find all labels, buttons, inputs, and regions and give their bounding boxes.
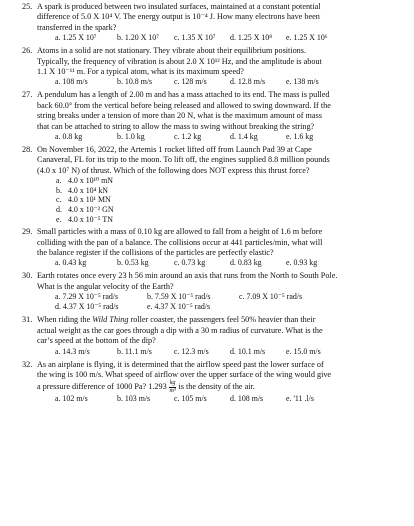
answer-choices <box>22 132 398 142</box>
choice-a[interactable]: a. 7.29 X 10⁻⁵ rad/s <box>55 292 119 302</box>
answer-choices <box>22 176 398 224</box>
question-30 <box>22 271 398 312</box>
choice-d[interactable]: d. 4.0 x 10⁻² GN <box>56 205 114 215</box>
choice-b[interactable]: b. 7.59 X 10⁻⁵ rad/s <box>147 292 211 302</box>
choice-b[interactable]: b. 10.8 m/s <box>117 77 153 87</box>
question-number: 32. <box>22 359 33 369</box>
ride-name: Wild Thing <box>92 315 129 325</box>
choice-a[interactable]: a. 108 m/s <box>55 77 88 87</box>
question-number: 26. <box>22 46 33 56</box>
question-text: On November 16, 2022, the Artemis 1 rocket lifted off from Launch Pad 39 at Cape Canaveral, FL for its trip to the moon. To lift off, the engines supplied 8.8 million pounds (4.0 x 10⁷ N) of thrust. Which of the following does NOT express this thrust force? <box>37 145 330 175</box>
question-number: 31. <box>22 315 33 325</box>
question-27 <box>22 90 398 142</box>
answer-choices <box>22 77 398 87</box>
choice-e[interactable]: e. 4.37 X 10⁻⁵ rad/s <box>147 302 211 312</box>
question-number: 27. <box>22 90 33 100</box>
question-number: 28. <box>22 145 33 155</box>
question-32 <box>22 360 398 405</box>
choice-c[interactable]: c. 1.2 kg <box>174 132 202 142</box>
question-text: As an airplane is flying, it is determined that the airflow speed past the lower surface of the wing is 100 m/s. What speed of airflow over the upper surface of the wing would give a pressure difference of 1000 Pa? 1.293 $\frac{kg}{\text{m³}}$ is the density of the air. <box>37 359 332 394</box>
choice-b[interactable]: b. 1.0 kg <box>117 132 145 142</box>
question-text: A pendulum has a length of 2.00 m and has a mass attached to its end. The mass is pulled back 60.0° from the vertical before being released and allowed to swing downward. If the string breaks under a tension of more than 20 N, what is the maximum amount of mass that can be attached to string to allow the mass to swing without breaking the string? <box>37 90 331 131</box>
choice-e[interactable]: e. '11 .l/s <box>286 394 314 404</box>
choice-e[interactable]: e. 138 m/s <box>286 77 319 87</box>
question-number: 30. <box>22 271 33 281</box>
choice-a[interactable]: a. 0.8 kg <box>55 132 83 142</box>
question-number: 29. <box>22 227 33 237</box>
answer-choices <box>22 394 398 404</box>
density-units-fraction: $\frac{kg}{\text{m³}}$ <box>169 380 176 394</box>
choice-c[interactable]: c. 12.3 m/s <box>174 346 209 356</box>
question-text: When riding the Wild Thing roller coaster, the passengers feel 50% heavier than their actual weight as the car goes through a dip with a 30 m radius of curvature. What is the car’s speed at the bottom of the dip? <box>37 315 323 346</box>
question-25 <box>22 2 398 43</box>
choice-b[interactable]: b. 11.1 m/s <box>117 346 152 356</box>
question-text: A spark is produced between two insulated surfaces, maintained at a constant potential difference of 5.0 X 10⁴ V. The energy output is 10⁻⁴ J. How many electrons have been transferred in the spark? <box>37 2 321 32</box>
question-26 <box>22 46 398 87</box>
choice-a[interactable]: a. 1.25 X 10⁷ <box>55 33 97 43</box>
answer-choices <box>22 292 398 302</box>
choice-e[interactable]: e. 4.0 x 10⁻⁵ TN <box>56 214 113 224</box>
choice-c[interactable]: c. 4.0 x 10¹ MN <box>56 195 111 205</box>
choice-d[interactable]: d. 12.8 m/s <box>230 77 266 87</box>
choice-b[interactable]: b. 0.53 kg <box>117 258 149 268</box>
choice-a[interactable]: a. 4.0 x 10¹⁰ mN <box>56 176 113 186</box>
answer-choices <box>22 302 398 312</box>
choice-c[interactable]: c. 128 m/s <box>174 77 207 87</box>
choice-a[interactable]: a. 102 m/s <box>55 394 88 404</box>
question-31 <box>22 315 398 356</box>
choice-b[interactable]: b. 103 m/s <box>117 394 151 404</box>
question-number: 25. <box>22 2 33 11</box>
choice-d[interactable]: d. 1.4 kg <box>230 132 258 142</box>
choice-d[interactable]: d. 0.83 kg <box>230 258 262 268</box>
question-28 <box>22 145 398 224</box>
answer-choices <box>22 33 398 43</box>
choice-b[interactable]: b. 1.20 X 10⁷ <box>117 33 160 43</box>
choice-c[interactable]: c. 0.73 kg <box>174 258 206 268</box>
choice-a[interactable]: a. 0.43 kg <box>55 258 87 268</box>
choice-e[interactable]: e. 15.0 m/s <box>286 346 321 356</box>
choice-d[interactable]: d. 108 m/s <box>230 394 264 404</box>
question-text: Small particles with a mass of 0.10 kg are allowed to fall from a height of 1.6 m before colliding with the pan of a balance. The collisions occur at 441 particles/min, what will the balance register if the collisions of the particles are perfectly elastic? <box>37 227 323 258</box>
answer-choices <box>22 347 398 357</box>
choice-d[interactable]: d. 10.1 m/s <box>230 346 266 356</box>
question-text: Atoms in a solid are not stationary. They vibrate about their equilibrium positions. Typically, the frequency of vibration is about 2.0 X 10¹² Hz, and the amplitude is about 1.1 X 10⁻¹¹ m. For a typical atom, what is its maximum speed? <box>37 46 322 77</box>
answer-choices <box>22 258 398 268</box>
choice-c[interactable]: c. 105 m/s <box>174 394 207 404</box>
choice-b[interactable]: b. 4.0 x 10⁴ kN <box>56 185 108 195</box>
choice-a[interactable]: a. 14.3 m/s <box>55 346 90 356</box>
question-29 <box>22 227 398 268</box>
question-text: Earth rotates once every 23 h 56 min around an axis that runs from the North to South Pole. What is the angular velocity of the Earth? <box>37 271 338 291</box>
choice-d[interactable]: d. 1.25 X 10⁸ <box>230 33 273 43</box>
choice-d[interactable]: d. 4.37 X 10⁻⁵ rad/s <box>55 302 119 312</box>
choice-c[interactable]: c. 7.09 X 10⁻⁵ rad/s <box>239 292 303 302</box>
choice-c[interactable]: c. 1.35 X 10⁷ <box>174 33 216 43</box>
choice-e[interactable]: e. 1.6 kg <box>286 132 314 142</box>
choice-e[interactable]: e. 0.93 kg <box>286 258 318 268</box>
choice-e[interactable]: e. 1.25 X 10⁶ <box>286 33 328 43</box>
